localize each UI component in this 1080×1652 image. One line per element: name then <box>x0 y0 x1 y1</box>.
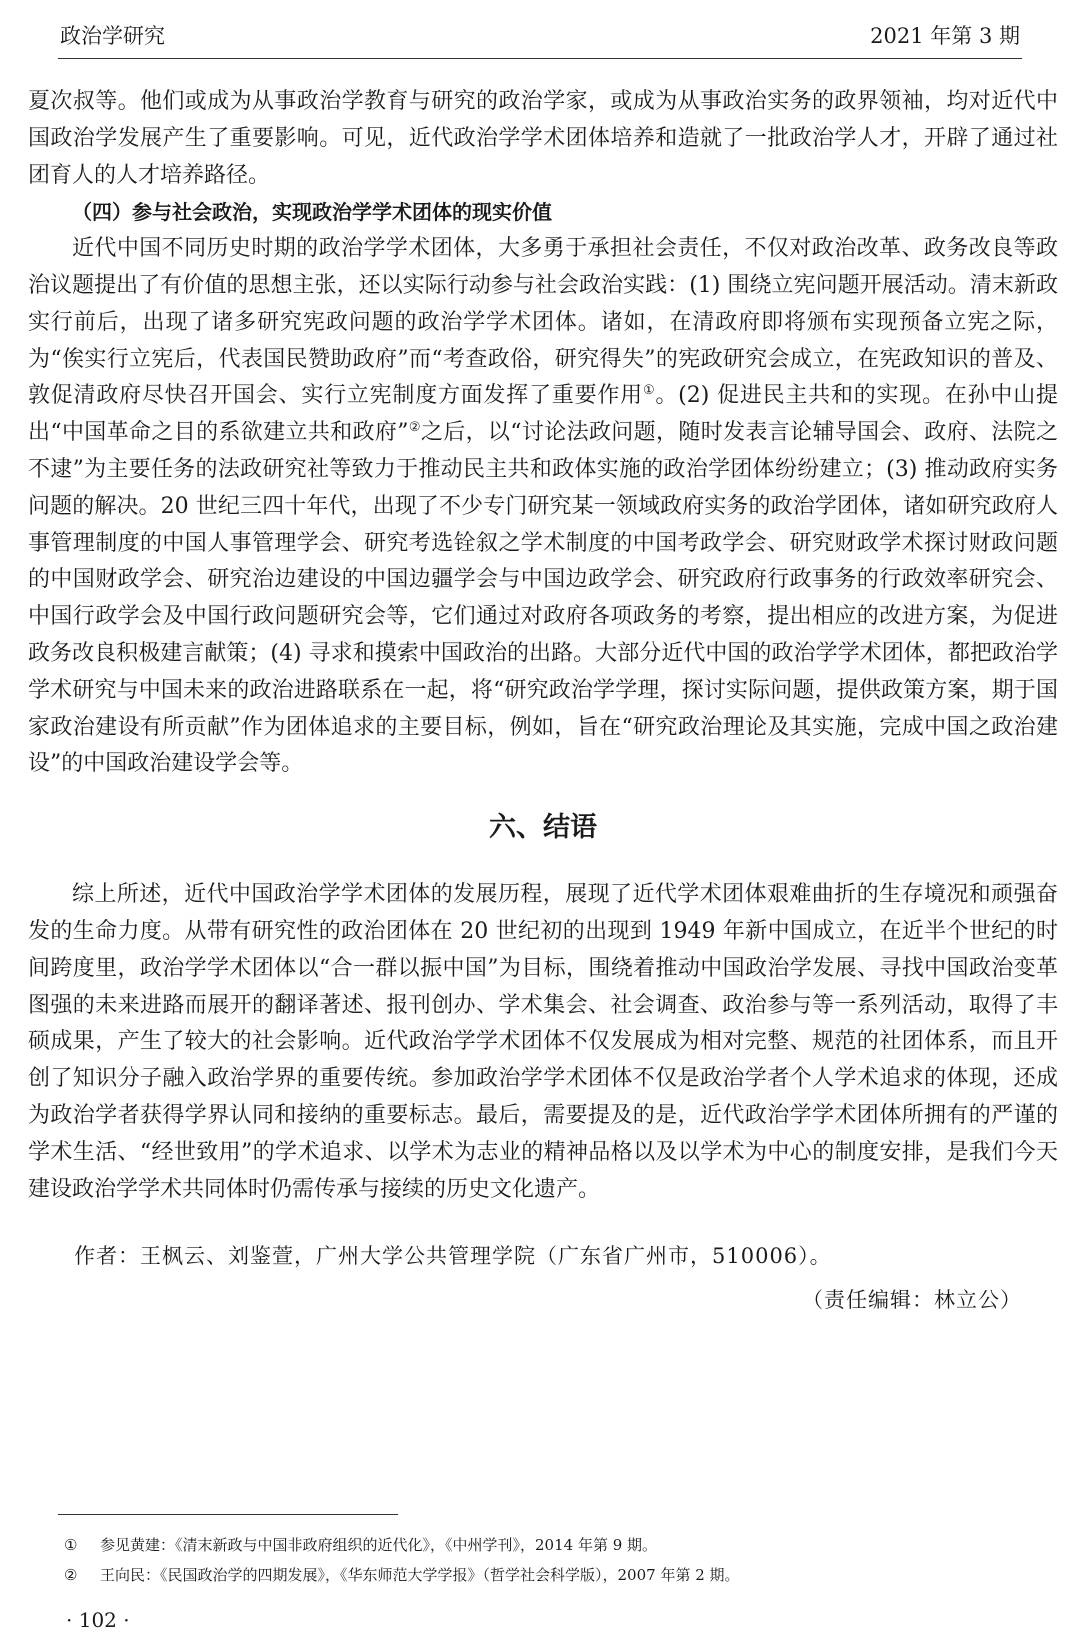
footnote-ref-1[interactable]: ① <box>642 383 656 399</box>
conclusion-paragraph: 综上所述，近代中国政治学学术团体的发展历程，展现了近代学术团体艰难曲折的生存境况和顽强奋发的生命力度。从带有研究性的政治团体在 20 世纪初的出现到 1949 年新中国成立，在近半个世纪的时间跨度里，政治学学术团体以“合一群以振中国”为目标，围绕着推动中国政治学发展、寻找中国政治变革图强的未来进路而展开的翻译著述、报刊创办、学术集会、社会调查、政治参与等一系列活动，取得了丰硕成果，产生了较大的社会影响。近代政治学学术团体不仅发展成为相对完整、规范的社团体系，而且开创了知识分子融入政治学界的重要传统。参加政治学学术团体不仅是政治学者个人学术追求的体现，还成为政治学者获得学界认同和接纳的重要标志。最后，需要提及的是，近代政治学学术团体所拥有的严谨的学术生活、“经世致用”的学术追求、以学术为志业的精神品格以及以学术为中心的制度安排，是我们今天建设政治学学术共同体时仍需传承与接续的历史文化遗产。 <box>28 882 1058 1202</box>
footnote-mark: ② <box>64 1566 78 1584</box>
footnote-text: 参见黄建：《清末新政与中国非政府组织的近代化》，《中州学刊》，2014 年第 9 期。 <box>100 1536 658 1554</box>
article-body <box>28 84 1058 1318</box>
running-header <box>58 18 1022 59</box>
footnote-divider <box>58 1514 398 1515</box>
page-number: · 102 · <box>66 1608 130 1632</box>
issue-label: 2021 年第 3 期 <box>870 24 1020 48</box>
section-title: 六、结语 <box>489 812 597 844</box>
footnote-ref-2[interactable]: ② <box>408 420 421 436</box>
journal-name: 政治学研究 <box>60 24 165 48</box>
footnote-mark: ① <box>64 1536 78 1554</box>
paragraph-text-part1: 近代中国不同历史时期的政治学学术团体，大多勇于承担社会责任，不仅对政治改革、政务改良等政治议题提出了有价值的思想主张，还以实际行动参与社会政治实践：(1) 围绕立宪问题开展活动。清末新政实行前后，出现了诸多研究宪政问题的政治学学术团体。诸如，在清政府即将颁布实现预备立宪之际，为“俟实行立宪后，代表国民赞助政府”而“考查政俗，研究得失”的宪政研究会成立，在宪政知识的普及、敦促清政府尽快召开国会、实行立宪制度方面发挥了重要作用 <box>28 236 1058 409</box>
footnote-text: 王向民：《民国政治学的四期发展》，《华东师范大学学报》（哲学社会科学版），2007 年第 2 期。 <box>100 1566 740 1584</box>
subsection-paragraph <box>28 231 1058 783</box>
continued-paragraph: 夏次叔等。他们或成为从事政治学教育与研究的政治学家，或成为从事政治实务的政界领袖，均对近代中国政治学发展产生了重要影响。可见，近代政治学学术团体培养和造就了一批政治学人才，开辟了通过社团育人的人才培养路径。 <box>28 89 1058 188</box>
footnote-item <box>56 1530 1040 1560</box>
responsible-editor: （责任编辑：林立公） <box>802 1288 1022 1313</box>
subsection-heading: （四）参与社会政治，实现政治学学术团体的现实价值 <box>72 200 552 225</box>
paragraph-text-part3: 之后，以“讨论法政问题，随时发表言论辅导国会、政府、法院之不逮”为主要任务的法政研究社等致力于推动民主共和政体实施的政治学团体纷纷建立；(3) 推动政府实务问题的解决。20 世纪三四十年代，出现了不少专门研究某一领域政府实务的政治学团体，诸如研究政府人事管理制度的中国人事管理学会、研究考选铨叙之学术制度的中国考政学会、研究财政学术探讨财政问题的中国财政学会、研究治边建设的中国边疆学会与中国边政学会、研究政府行政事务的行政效率研究会、中国行政学会及中国行政问题研究会等，它们通过对政府各项政务的考察，提出相应的改进方案，为促进政务改良积极建言献策；(4) 寻求和摸索中国政治的出路。大部分近代中国的政治学学术团体，都把政治学学术研究与中国未来的政治进路联系在一起，将“研究政治学学理，探讨实际问题，提供政策方案，期于国家政治建设有所贡献”作为团体追求的主要目标，例如，旨在“研究政治理论及其实施，完成中国之政治建设”的中国政治建设学会等。 <box>28 420 1059 777</box>
paragraph-text-part2: 。(2) 促进民主共和的实现。在孙中山提出“中国革命之目的系欲建立共和政府” <box>28 383 1058 446</box>
author-info: 作者：王枫云、刘鉴萱，广州大学公共管理学院（广东省广州市，510006）。 <box>74 1244 832 1269</box>
footnotes <box>56 1530 1040 1590</box>
footnote-item <box>56 1560 1040 1590</box>
